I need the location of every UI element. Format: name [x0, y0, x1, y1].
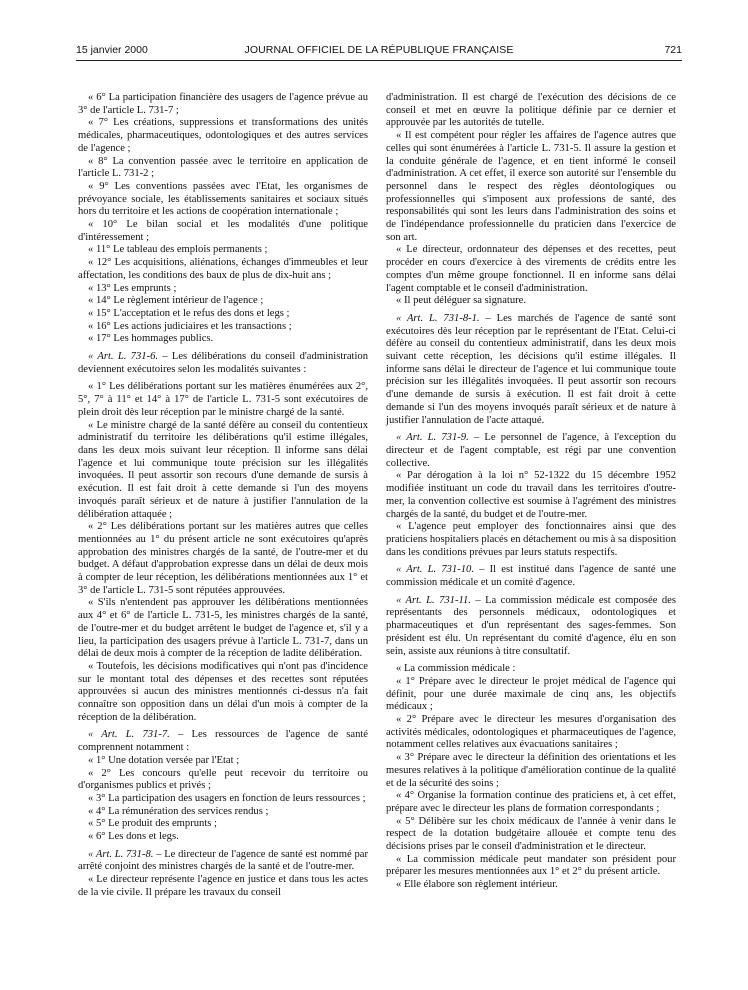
paragraph-text: « 11° Le tableau des emplois permanents ;	[88, 244, 268, 256]
paragraph-text: « 8° La convention passée avec le territoire en application de l'article L. 731-2 ;	[78, 155, 368, 180]
paragraph-text: – Les délibérations du conseil d'administration deviennent exécutoires selon les modalités suivantes :	[78, 351, 368, 375]
header-page-number: 721	[664, 44, 682, 56]
paragraph	[78, 597, 368, 661]
article-reference: « Art. L. 731-8-1.	[396, 312, 480, 324]
paragraph-text: « 3° Prépare avec le directeur la définition des orientations et les mesures relatives à la politique d'amélioration continue de la qualité et de la sécurité des soins ;	[386, 752, 676, 789]
paragraph	[386, 470, 676, 521]
paragraph-text: – La commission médicale est composée des représentants des personnels médicaux, odontologiques et pharmaceutiques et d'un représentant des sages-femmes. Son président est élu. Un représentant du comité d'agence, élu en son sein, assiste aux réunions à titre consultatif.	[386, 594, 676, 657]
paragraph-text: « 1° Prépare avec le directeur le projet médical de l'agence qui définit, pour une durée maximale de cinq ans, les objectifs médicaux ;	[386, 675, 676, 713]
paragraph-text: « La commission médicale peut mandater son président pour préparer les mesures mentionnées aux 1° et 2° du présent article.	[386, 853, 676, 878]
paragraph	[386, 595, 676, 659]
paragraph-text: « 6° La participation financière des usagers de l'agence prévue au 3° de l'article L. 731-7 ;	[78, 92, 368, 116]
paragraph-text: « Il peut déléguer sa signature.	[396, 295, 527, 307]
paragraph	[386, 854, 676, 879]
header-date: 15 janvier 2000	[76, 44, 148, 56]
paragraph	[386, 663, 676, 676]
paragraph-text: – Il est institué dans l'agence de santé une commission médicale et un comité d'agence.	[386, 564, 676, 589]
paragraph	[386, 521, 676, 559]
paragraph-text: « 17° Les hommages publics.	[88, 333, 214, 345]
paragraph-text: « 2° Les concours qu'elle peut recevoir du territoire ou d'organismes publics et privés ;	[78, 767, 368, 792]
paragraph	[78, 806, 368, 819]
paragraph-text: « 5° Le produit des emprunts ;	[88, 818, 217, 830]
paragraph-text: « Il est compétent pour régler les affaires de l'agence autres que celles qui sont énumérées à l'article L. 731-5. Il assure la gestion et la conduite générale de l'agence, et en tient informé le conseil d'administration. A cet effet, il exerce son autorité sur l'ensemble du personnel dans le respect des règles déontologiques ou professionnelles qui s'imposent aux professions de santé, des responsabilités qui sont les leurs dans l'administration des soins et de l'indépendance professionnelle du praticien dans l'exercice de son art.	[386, 130, 676, 243]
article-reference: « Art. L. 731-7.	[88, 729, 170, 741]
paragraph-text: « 13° Les emprunts ;	[88, 282, 177, 294]
article-reference: « Art. L. 731-9.	[396, 432, 469, 444]
paragraph-text: « L'agence peut employer des fonctionnaires ainsi que des praticiens hospitaliers placés en détachement ou mis à sa disposition dans les conditions prévues par leurs statuts respectifs.	[386, 521, 676, 558]
paragraph	[78, 661, 368, 725]
paragraph-text: « 7° Les créations, suppressions et transformations des unités médicales, pharmaceutiques, odontologiques et des autres services de l'agence ;	[78, 117, 368, 154]
paragraph-text: « Le directeur, ordonnateur des dépenses et des recettes, peut procéder en cours d'exercice à des virements de crédits entre les comptes d'un même groupe fonctionnel. Il en informe sans délai l'agent comptable et le conseil d'administration.	[386, 244, 676, 294]
paragraph	[386, 432, 676, 470]
paragraph-text: « Le directeur représente l'agence en justice et dans tous les actes de la vie civile. Il prépare les travaux du conseil	[78, 874, 368, 898]
paragraph-text: « 1° Les délibérations portant sur les matières énumérées aux 2°, 5°, 7° à 11° et 14° à 17° de l'article L. 731-5 sont exécutoires de plein droit dès leur réception par le ministre chargé de la santé.	[78, 381, 368, 418]
paragraph	[78, 768, 368, 793]
paragraph	[386, 879, 676, 892]
paragraph	[78, 420, 368, 522]
paragraph	[78, 283, 368, 296]
paragraph-text: « 6° Les dons et legs.	[88, 831, 179, 843]
article-reference: « Art. L. 731-10.	[396, 564, 474, 576]
paragraph-text: – Les marchés de l'agence de santé sont exécutoires dès leur réception par le représentant de l'Etat. Celui-ci défère au conseil du contentieux administratif, dans les deux mois suivant cette réception, les décisions qu'il estime illégales. Il informe sans délai le directeur de l'agence et lui communique toute précision sur les illégalités invoquées. Il peut assortir son recours d'une demande de sursis à exécution. Il est fait droit à cette demande si l'un des moyens invoqués paraît sérieux et de nature à justifier l'annulation de l'acte attaqué.	[386, 312, 676, 426]
paragraph-text: « Par dérogation à la loi n° 52-1322 du 15 décembre 1952 modifiée instituant un code du travail dans les territoires d'outre-mer, la convention collective est soumise à l'agrément des ministres chargés de la santé, du budget et de l'outre-mer.	[386, 470, 676, 520]
paragraph	[78, 755, 368, 768]
paragraph-text: « 2° Prépare avec le directeur les mesures d'organisation des activités médicales, odontologiques et pharmaceutiques de l'agence, notamment celles relatives aux évacuations sanitaires ;	[386, 714, 676, 751]
paragraph	[78, 521, 368, 597]
paragraph-text: « 14° Le règlement intérieur de l'agence ;	[88, 295, 264, 307]
paragraph-text: – Le directeur de l'agence de santé est nommé par arrêté conjoint des ministres chargés de la santé et de l'outre-mer.	[78, 848, 369, 873]
paragraph	[78, 333, 368, 346]
paragraph	[386, 295, 676, 308]
paragraph	[78, 321, 368, 334]
paragraph	[78, 381, 368, 419]
paragraph	[78, 831, 368, 844]
paragraph	[386, 313, 676, 427]
paragraph-text: « 4° La rémunération des services rendus ;	[88, 805, 269, 817]
paragraph	[78, 308, 368, 321]
paragraph	[386, 676, 676, 714]
paragraph	[78, 156, 368, 181]
page-header	[76, 44, 682, 60]
header-title: JOURNAL OFFICIEL DE LA RÉPUBLIQUE FRANÇAISE	[244, 44, 514, 56]
paragraph-text: – Les ressources de l'agence de santé comprennent notamment :	[78, 729, 369, 754]
paragraph	[78, 793, 368, 806]
paragraph	[386, 244, 676, 295]
paragraph-text: « 12° Les acquisitions, aliénations, échanges d'immeubles et leur affectation, les conditions des baux de plus de dix-huit ans ;	[78, 257, 368, 281]
paragraph-text: « 3° La participation des usagers en fonction de leurs ressources ;	[88, 792, 366, 804]
paragraph	[78, 351, 368, 376]
paragraph-text: « Toutefois, les décisions modificatives qui n'ont pas d'incidence sur le montant total des dépenses et des recettes sont réputées approuvées si aucun des ministres mentionnés ci-dessus n'a fait connaître son opposition dans un délai d'un mois à compter de la réception de la délibération.	[78, 660, 368, 723]
paragraph	[386, 790, 676, 815]
left-column	[78, 92, 368, 900]
paragraph	[386, 130, 676, 244]
paragraph	[386, 752, 676, 790]
paragraph	[386, 714, 676, 752]
paragraph-text: « Le ministre chargé de la santé défère au conseil du contentieux administratif du territoire les délibérations qu'il estime illégales, dans les deux mois suivant leur réception. Il informe sans délai l'agence et lui communique toute précision sur les illégalités invoquées. Il peut assortir son recours d'une demande de sursis à exécution. Il est fait droit à cette demande si l'un des moyens invoqués paraît sérieux et de nature à justifier l'annulation de la délibération attaquée ;	[78, 419, 368, 520]
right-column	[386, 92, 676, 892]
paragraph	[78, 874, 368, 899]
paragraph	[78, 117, 368, 155]
paragraph-text: « 9° Les conventions passées avec l'Etat, les organismes de prévoyance sociale, les établissements sanitaires et sociaux situés hors du territoire et les actions de coopération internationale ;	[78, 180, 368, 218]
paragraph	[78, 729, 368, 754]
paragraph	[78, 181, 368, 219]
paragraph	[78, 244, 368, 257]
paragraph-text: « La commission médicale :	[396, 663, 516, 675]
paragraph-text: « 1° Une dotation versée par l'Etat ;	[88, 754, 240, 766]
article-reference: « Art. L. 731-11.	[396, 594, 471, 606]
paragraph-text: « 4° Organise la formation continue des praticiens et, à cet effet, prépare avec le directeur les plans de formation correspondants ;	[386, 790, 676, 814]
paragraph-text: « 16° Les actions judiciaires et les transactions ;	[88, 320, 292, 332]
paragraph-text: « 2° Les délibérations portant sur les matières autres que celles mentionnées au 1° du présent article ne sont exécutoires qu'après approbation des ministres chargés de la santé, de l'outre-mer et du budget. A défaut d'approbation expresse dans un délai de deux mois à compter de leur réception, les délibérations mentionnées aux 1° et 3° de l'article L. 731-5 sont réputées approuvées.	[78, 521, 368, 596]
paragraph	[386, 92, 676, 130]
paragraph-text: « 15° L'acceptation et le refus des dons et legs ;	[88, 307, 290, 319]
paragraph	[78, 92, 368, 117]
paragraph-text: – Le personnel de l'agence, à l'exception du directeur et de l'agent comptable, est régi par une convention collective.	[386, 432, 676, 469]
paragraph-text: « 10° Le bilan social et les modalités d'une politique d'intéressement ;	[78, 219, 368, 243]
article-reference: « Art. L. 731-8.	[88, 848, 154, 860]
paragraph	[78, 257, 368, 282]
paragraph	[78, 849, 368, 874]
paragraph	[78, 219, 368, 244]
paragraph-text: « 5° Délibère sur les choix médicaux de l'année à venir dans le respect de la dotation budgétaire allouée et compte tenu des décisions prises par le conseil d'administration et le directeur.	[386, 815, 676, 853]
paragraph	[386, 564, 676, 589]
paragraph-text: « S'ils n'entendent pas approuver les délibérations mentionnées aux 4° et 6° de l'article L. 731-5, les ministres chargés de la santé, de l'outre-mer et du budget arrêtent le budget de l'agence et, s'il y a lieu, la participation des usagers prévue à l'article L. 731-7, dans un délai de deux mois à compter de la réception de ladite délibération.	[78, 597, 368, 660]
paragraph-text: d'administration. Il est chargé de l'exécution des décisions de ce conseil et met en œuvre la politique définie par ce dernier et approuvée par les autorités de tutelle.	[386, 92, 676, 129]
paragraph	[78, 818, 368, 831]
paragraph	[78, 295, 368, 308]
article-reference: « Art. L. 731-6.	[88, 351, 159, 363]
paragraph	[386, 816, 676, 854]
header-rule	[76, 60, 682, 61]
paragraph-text: « Elle élabore son règlement intérieur.	[396, 879, 558, 891]
